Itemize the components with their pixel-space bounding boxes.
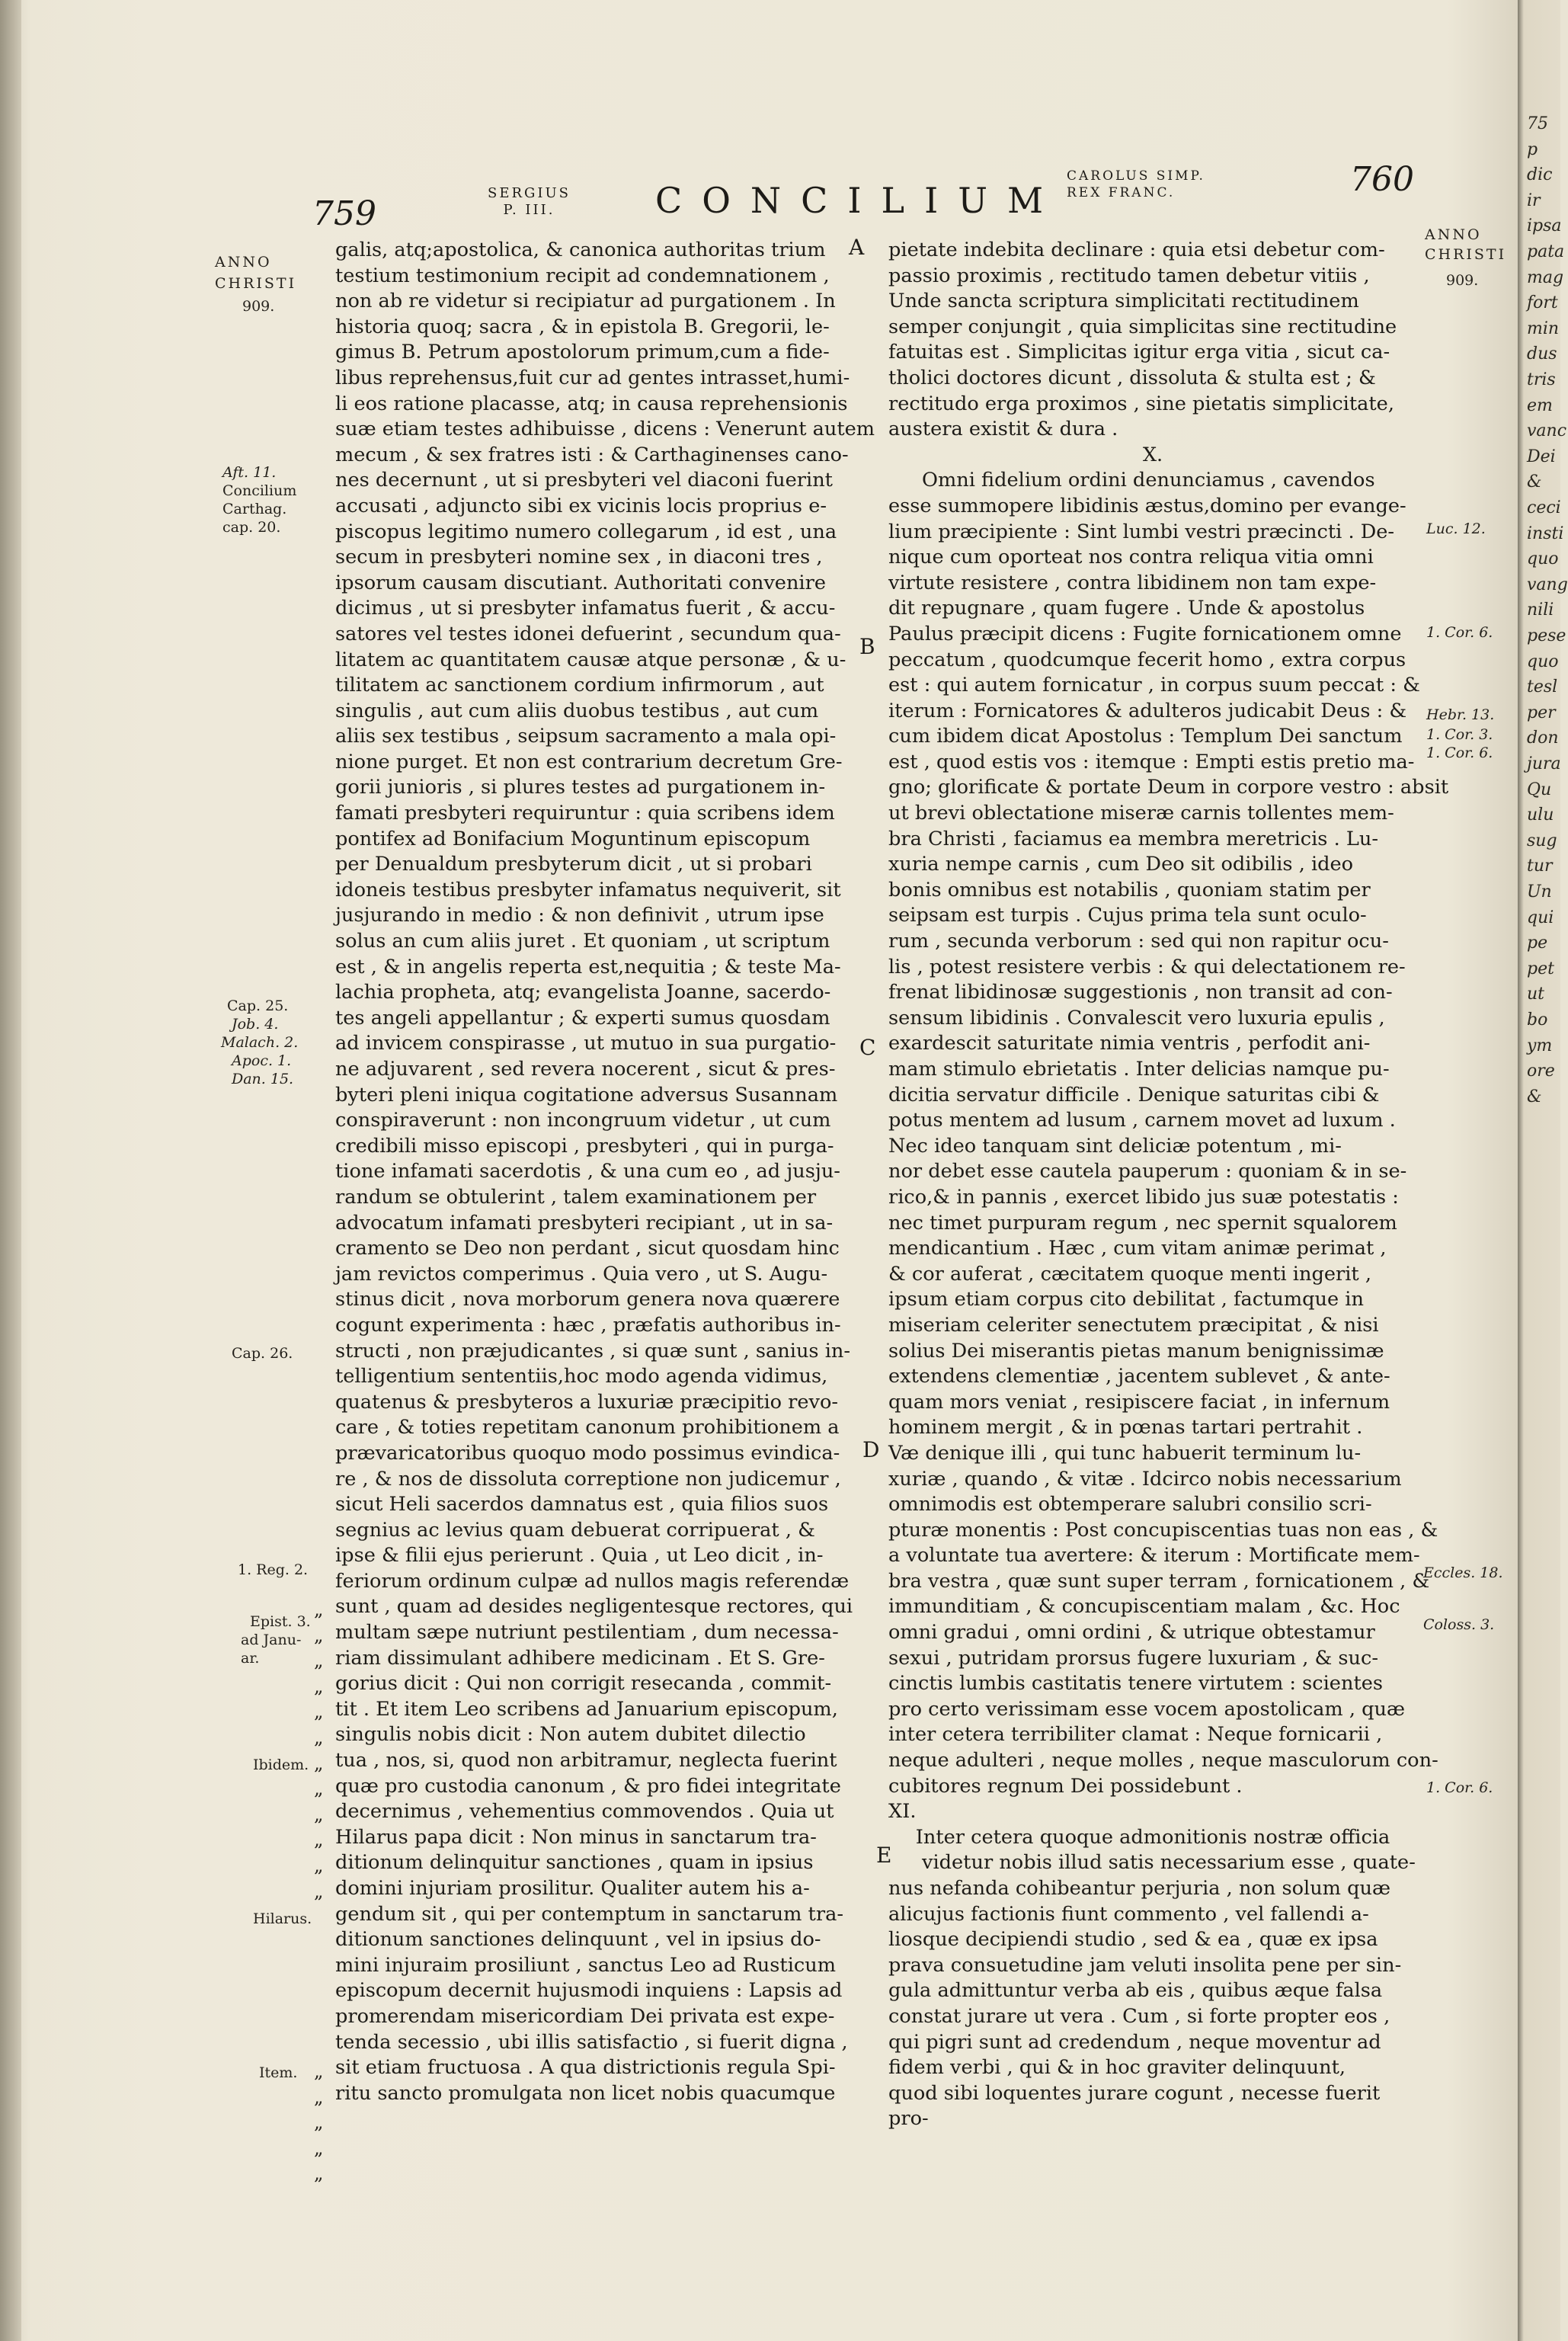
margin-note: Luc. 12.	[1426, 520, 1486, 537]
margin-note: Cap. 26.	[232, 1345, 293, 1362]
next-page-fragment: tesl	[1527, 677, 1558, 697]
text-line: ut brevi oblectatione miseræ carnis tollentes mem-	[888, 802, 1394, 825]
text-line: ipsum etiam corpus cito debilitat , factumque in	[888, 1288, 1364, 1311]
text-line: advocatum infamati presbyteri recipiant , ut in sa-	[335, 1211, 834, 1235]
next-page-fragment: qui	[1527, 908, 1554, 927]
text-line: jam revictos comperimus . Quia vero , ut S. Augu-	[335, 1262, 828, 1286]
text-line: potus mentem ad lusum , carnem movet ad luxum .	[888, 1109, 1396, 1132]
text-line: riam dissimulant adhibere medicinam . Et S. Gre-	[335, 1646, 825, 1670]
text-line: idoneis testibus presbyter infamatus nequiverit, sit	[335, 878, 841, 901]
section-letter: D	[862, 1437, 880, 1462]
text-line: sunt , quam ad desides negligentesque rectores, qui	[335, 1595, 853, 1619]
text-line: cubitores regnum Dei possidebunt .	[888, 1774, 1243, 1798]
text-line: dit repugnare , quam fugere . Unde & apostolus	[888, 597, 1365, 620]
section-letter: B	[859, 634, 875, 659]
next-page-fragment: jura	[1527, 754, 1561, 773]
text-line: austera existit & dura .	[888, 418, 1118, 441]
section-letter: A	[849, 235, 865, 260]
text-line: re , & nos de dissoluta correptione non judicemur ,	[335, 1467, 841, 1491]
next-page-fragment: ir	[1527, 191, 1541, 210]
next-page-fragment: pese	[1527, 626, 1566, 645]
text-line: prava consuetudine jam veluti insolita pene per sin-	[888, 1953, 1402, 1977]
margin-note: Hilarus.	[253, 1910, 312, 1927]
text-line: dicitia servatur difficile . Denique saturitas cibi &	[888, 1083, 1380, 1106]
next-page-fragment: pata	[1527, 242, 1565, 261]
text-line: gula admittuntur verba ab eis , quibus æque falsa	[888, 1979, 1383, 2003]
text-line: singulis nobis dicit : Non autem dubitet dilectio	[335, 1723, 806, 1747]
next-page-fragment: ut	[1527, 985, 1545, 1004]
text-line: immunditiam , & concupiscentiam malam , &c. Hoc	[888, 1595, 1400, 1619]
text-line: quam mors veniat , resipiscere faciat , in infernum	[888, 1390, 1390, 1414]
margin-note: 1. Reg. 2.	[238, 1561, 309, 1578]
margin-note: cap. 20.	[222, 519, 281, 536]
text-line: feriorum ordinum culpæ ad nullos magis referendæ	[335, 1569, 850, 1593]
text-line: tua , nos, si, quod non arbitramur, neglecta fuerint	[335, 1749, 837, 1773]
next-page-fragment: quo	[1527, 549, 1559, 569]
running-head-left-line: SERGIUS	[488, 185, 571, 201]
quotation-marks: „ „ „ „ „ „ „ „ „ „ „ „	[314, 1599, 324, 1902]
quotation-marks: „ „ „ „ „	[314, 2061, 324, 2185]
text-line: nes decernunt , ut si presbyteri vel diaconi fuerint	[335, 469, 833, 492]
text-line: fatuitas est . Simplicitas igitur erga vitia , sicut ca-	[888, 341, 1390, 364]
text-line: credibili misso episcopi , presbyteri , qui in purga-	[335, 1134, 834, 1158]
next-page-fragment: em	[1527, 396, 1553, 415]
text-line: non ab re videtur si recipiatur ad purgationem . In	[335, 290, 836, 313]
text-line: bra vestra , quæ sunt super terram , fornicationem , &	[888, 1569, 1430, 1593]
text-line: nique cum oporteat nos contra reliqua vitia omni	[888, 546, 1374, 569]
text-line: qui pigri sunt ad credendum , neque moventur ad	[888, 2030, 1381, 2054]
next-page-fragment: don	[1527, 729, 1559, 748]
text-line: satores vel testes idonei defuerint , secundum qua-	[335, 622, 841, 645]
text-line: XI.	[888, 1800, 917, 1824]
page-number-right: 760	[1350, 160, 1414, 199]
text-line: prævaricatoribus quoquo modo possimus evindica-	[335, 1441, 840, 1465]
text-line: cogunt experimenta : hæc , præfatis authoribus in-	[335, 1313, 841, 1337]
text-line: lachia propheta, atq; evangelista Joanne, sacerdo-	[335, 981, 831, 1004]
text-line: Nec ideo tanquam sint deliciæ potentum , mi-	[888, 1134, 1342, 1158]
text-line: per Denualdum presbyterum dicit , ut si probari	[335, 853, 812, 876]
margin-note-year: 909.	[242, 298, 275, 315]
margin-note-anno: ANNO	[1425, 226, 1482, 243]
next-page-fragment: &	[1527, 1087, 1542, 1106]
next-page-fragment: tris	[1527, 370, 1556, 389]
text-line: lis , potest resistere verbis : & qui delectationem re-	[888, 955, 1406, 978]
text-line: hominem mergit , & in pœnas tartari pertrahit .	[888, 1416, 1363, 1440]
text-line: Væ denique illi , qui tunc habuerit terminum lu-	[888, 1441, 1362, 1465]
next-page-fragment: min	[1527, 319, 1560, 338]
margin-note-christi: CHRISTI	[1425, 246, 1507, 263]
text-line: quatenus & presbyteros a luxuriæ præcipitio revo-	[335, 1390, 839, 1414]
text-line: segnius ac levius quam debuerat corripuerat , &	[335, 1518, 815, 1542]
text-line: gimus B. Petrum apostolorum primum,cum a fide-	[335, 341, 830, 364]
text-line: mini injuraim prosiliunt , sanctus Leo ad Rusticum	[335, 1953, 836, 1977]
text-line: domini injuriam prosilitur. Qualiter autem his a-	[335, 1877, 810, 1900]
text-line: cramento se Deo non perdant , sicut quosdam hinc	[335, 1237, 840, 1260]
next-page-fragment: Dei	[1527, 447, 1556, 466]
text-line: dicimus , ut si presbyter infamatus fuerit , & accu-	[335, 597, 836, 620]
text-line: quæ pro custodia canonum , & pro fidei integritate	[335, 1774, 841, 1798]
margin-note: Coloss. 3.	[1423, 1616, 1495, 1633]
next-page-fragment: ulu	[1527, 805, 1554, 825]
next-page-fragment: ceci	[1527, 498, 1561, 517]
text-line: esse summopere libidinis æstus,domino per evange-	[888, 494, 1406, 517]
text-line: tholici doctores dicunt , dissoluta & stulta est ; &	[888, 366, 1376, 389]
text-line: & cor auferat , cæcitatem quoque menti ingerit ,	[888, 1262, 1371, 1286]
text-line: pro certo verissimam esse vocem apostolicam , quæ	[888, 1697, 1406, 1721]
text-line: inter cetera terribiliter clamat : Neque fornicarii ,	[888, 1723, 1383, 1747]
text-line: pturæ monentis : Post concupiscentias tuas non eas , &	[888, 1518, 1438, 1542]
text-line: tione infamati sacerdotis , & una cum eo , ad jusju-	[335, 1160, 840, 1183]
running-head-left	[488, 185, 571, 219]
text-line: randum se obtulerint , talem examinationem per	[335, 1185, 817, 1209]
margin-note: Carthag.	[222, 501, 287, 517]
text-line: cum ibidem dicat Apostolus : Templum Dei sanctum	[888, 725, 1403, 748]
text-line: nione purget. Et non est contrarium decretum Gre-	[335, 750, 843, 773]
margin-note: Item.	[259, 2064, 298, 2081]
next-page-fragment: vanc	[1527, 421, 1567, 441]
text-line: videtur nobis illud satis necessarium esse , quate-	[922, 1851, 1416, 1875]
text-line: stinus dicit , nova morborum genera nova quærere	[335, 1288, 840, 1311]
text-line: suæ etiam testes adhibuisse , dicens : Venerunt autem	[335, 418, 875, 441]
text-line: mecum , & sex fratres isti : & Carthaginenses cano-	[335, 443, 849, 466]
margin-note: 1. Cor. 6.	[1426, 1779, 1493, 1796]
text-line: conspiraverunt : non incongruum videtur , ut cum	[335, 1109, 831, 1132]
text-line: piscopus legitimo numero collegarum , id est , una	[335, 520, 837, 543]
margin-note-christi: CHRISTI	[215, 275, 297, 292]
text-line: ne adjuvarent , sed revera nocerent , sicut & pres-	[335, 1058, 836, 1081]
section-letter: E	[876, 1843, 892, 1868]
text-line: secum in presbyteri nomine sex , in diaconi tres ,	[335, 546, 823, 569]
text-line: ipse & filii ejus perierunt . Quia , ut Leo dicit , in-	[335, 1544, 824, 1568]
text-line: multam sæpe nutriunt pestilentiam , dum necessa-	[335, 1621, 839, 1644]
next-page-fragment: pet	[1527, 959, 1554, 978]
text-line: omnimodis est obtemperare salubri consilio scri-	[888, 1493, 1372, 1516]
text-line: constat jurare ut vera . Cum , si forte propter eos ,	[888, 2004, 1390, 2028]
text-line: decernimus , vehementius commovendos . Quia ut	[335, 1800, 834, 1824]
text-line: neque adulteri , neque molles , neque masculorum con-	[888, 1749, 1438, 1773]
margin-note: Job. 4.	[232, 1016, 279, 1033]
text-line: testium testimonium recipit ad condemnationem ,	[335, 264, 830, 287]
text-line: exardescit saturitate nimia ventris , perfodit ani-	[888, 1032, 1371, 1055]
text-line: ritu sancto promulgata non licet nobis quacumque	[335, 2081, 836, 2105]
text-line: virtute resistere , contra libidinem non tam expe-	[888, 571, 1377, 594]
text-line: nec timet purpuram regum , nec spernit squalorem	[888, 1211, 1397, 1235]
text-line: a voluntate tua avertere: & iterum : Mortificate mem-	[888, 1544, 1420, 1568]
margin-note: Concilium	[222, 482, 297, 499]
margin-note: 1. Cor. 6.	[1426, 745, 1493, 761]
text-line: Omni fidelium ordini denunciamus , cavendos	[922, 469, 1375, 492]
text-line: iterum : Fornicatores & adulteros judicabit Deus : &	[888, 699, 1407, 722]
text-line: tenda secessio , ubi illis satisfactio , si fuerit digna ,	[335, 2030, 848, 2054]
text-line: mam stimulo ebrietatis . Inter delicias namque pu-	[888, 1058, 1390, 1081]
text-line: tit . Et item Leo scribens ad Januarium episcopum,	[335, 1697, 838, 1721]
text-line: ad invicem conspirasse , ut mutuo in sua purgatio-	[335, 1032, 837, 1055]
text-line: sensum libidinis . Convalescit vero luxuria epulis ,	[888, 1006, 1385, 1030]
section-heading: X.	[1142, 443, 1163, 466]
next-page-fragment: mag	[1527, 267, 1564, 287]
next-page-fragment: insti	[1527, 524, 1564, 543]
next-page-fragment: Un	[1527, 882, 1552, 901]
text-line: telligentium sententiis,hoc modo agenda vidimus,	[335, 1365, 828, 1388]
next-page-fragment: pe	[1527, 934, 1548, 953]
text-line: ditionum sanctiones delinquunt , vel in ipsius do-	[335, 1928, 821, 1952]
gutter-shadow	[0, 0, 21, 2341]
text-line: famati presbyteri requiruntur : quia scribens idem	[335, 802, 835, 825]
next-page-fragment: quo	[1527, 652, 1559, 671]
running-title: CONCILIUM	[655, 180, 1064, 221]
text-line: libus reprehensus,fuit cur ad gentes intrasset,humi-	[335, 366, 850, 389]
running-head-left-line: P. III.	[503, 202, 555, 218]
text-line: tes angeli appellantur ; & experti sumus quosdam	[335, 1006, 830, 1030]
text-line: extendens clementiæ , jacentem sublevet , & ante-	[888, 1365, 1390, 1388]
margin-note: ad Janu-	[241, 1632, 302, 1648]
text-line: accusati , adjuncto sibi ex vicinis locis proprius e-	[335, 494, 827, 517]
text-line: gorii junioris , si plures testes ad purgationem in-	[335, 776, 826, 799]
text-line: historia quoq; sacra , & in epistola B. Gregorii, le-	[335, 315, 830, 338]
text-line: liosque decipiendi studio , sed & ea , quæ ex ipsa	[888, 1928, 1378, 1952]
text-line: bonis omnibus est notabilis , quoniam statim per	[888, 878, 1371, 901]
text-line: Paulus præcipit dicens : Fugite fornicationem omne	[888, 622, 1402, 645]
running-head-right-line: CAROLUS SIMP.	[1067, 168, 1205, 184]
next-page-fragment: dic	[1527, 165, 1553, 185]
next-page-fragment: ipsa	[1527, 216, 1562, 236]
text-line: xuriæ , quando , & vitæ . Idcirco nobis necessarium	[888, 1467, 1402, 1491]
text-line: rum , secunda verborum : sed qui non rapitur ocu-	[888, 930, 1389, 953]
margin-note: 1. Cor. 3.	[1426, 726, 1493, 743]
next-page-fragment: sug	[1527, 831, 1557, 850]
text-line: cinctis lumbis castitatis tenere virtutem : scientes	[888, 1672, 1384, 1696]
text-line: pontifex ad Bonifacium Moguntinum episcopum	[335, 827, 811, 850]
text-line: gendum sit , qui per contemptum in sanctarum tra-	[335, 1902, 843, 1926]
text-line: pro-	[888, 2107, 929, 2131]
text-line: solius Dei miserantis pietas manum benignissimæ	[888, 1339, 1384, 1363]
text-line: mendicantium . Hæc , cum vitam animæ perimat ,	[888, 1237, 1387, 1260]
section-letter: C	[859, 1035, 876, 1060]
running-head-right-line: REX FRANC.	[1067, 185, 1176, 200]
text-line: lium præcipiente : Sint lumbi vestri præcincti . De-	[888, 520, 1395, 543]
text-line: peccatum , quodcumque fecerit homo , extra corpus	[888, 648, 1406, 671]
next-page-fragment: p	[1527, 139, 1538, 159]
margin-note: Malach. 2.	[221, 1034, 299, 1051]
next-page-fragment: bo	[1527, 1010, 1548, 1030]
margin-note: Epist. 3.	[250, 1613, 311, 1630]
margin-note-year: 909.	[1446, 272, 1479, 289]
text-line: Unde sancta scriptura simplicitati rectitudinem	[888, 290, 1359, 313]
text-line: bra Christi , faciamus ea membra meretricis . Lu-	[888, 827, 1378, 850]
margin-note: Cap. 25.	[227, 998, 289, 1014]
page-number-left: 759	[312, 194, 376, 233]
text-line: est , quod estis vos : itemque : Empti estis pretio ma-	[888, 750, 1415, 773]
next-page-fragment: vang	[1527, 575, 1568, 594]
margin-note: Apoc. 1.	[232, 1052, 292, 1069]
text-line: frenat libidinosæ suggestionis , non transit ad con-	[888, 981, 1393, 1004]
text-line: est , & in angelis reperta est,nequitia ; & teste Ma-	[335, 955, 841, 978]
text-line: omni gradui , omni ordini , & utrique obtestamur	[888, 1621, 1375, 1644]
text-line: xuria nempe carnis , cum Deo sit odibilis , ideo	[888, 853, 1354, 876]
text-line: episcopum decernit hujusmodi inquiens : Lapsis ad	[335, 1979, 843, 2003]
text-line: seipsam est turpis . Cujus prima tela sunt oculo-	[888, 904, 1367, 927]
text-line: gorius dicit : Qui non corrigit resecanda , commit-	[335, 1672, 832, 1696]
text-line: fidem verbi , qui & in hoc graviter delinquunt,	[888, 2056, 1346, 2080]
next-page-fragment: Qu	[1527, 780, 1552, 799]
text-line: litatem ac quantitatem causæ atque personæ , & u-	[335, 648, 846, 671]
text-line: tilitatem ac sanctionem cordium infirmorum , aut	[335, 674, 824, 697]
text-line: care , & toties repetitam canonum prohibitionem a	[335, 1416, 840, 1440]
margin-note: Aft. 11.	[222, 464, 277, 481]
next-page-fragment: fort	[1527, 293, 1558, 313]
next-page-fragment: ore	[1527, 1062, 1555, 1081]
text-line: promerendam misericordiam Dei privata est expe-	[335, 2004, 835, 2028]
text-line: quod sibi loquentes jurare cogunt , necesse fuerit	[888, 2081, 1381, 2105]
margin-note: 1. Cor. 6.	[1426, 624, 1493, 641]
text-line: passio proximis , rectitudo tamen debetur vitiis ,	[888, 264, 1370, 287]
next-page-fragment: &	[1527, 472, 1542, 492]
margin-note-anno: ANNO	[215, 254, 272, 271]
margin-note: ar.	[241, 1650, 260, 1667]
text-line: aliis sex testibus , seipsum sacramento a mala opi-	[335, 725, 837, 748]
text-line: alicujus factionis fiunt commento , vel fallendi a-	[888, 1902, 1369, 1926]
text-line: est : qui autem fornicatur , in corpus suum peccat : &	[888, 674, 1420, 697]
margin-note: Eccles. 18.	[1423, 1564, 1503, 1581]
text-line: pietate indebita declinare : quia etsi debetur com-	[888, 239, 1385, 261]
next-page-fragment: 75	[1527, 114, 1548, 133]
text-line: structi , non præjudicantes , si quæ sunt , sanius in-	[335, 1339, 851, 1363]
text-line: rectitudo erga proximos , sine pietatis simplicitate,	[888, 392, 1394, 415]
margin-note: Ibidem.	[253, 1757, 309, 1773]
text-line: gno; glorificate & portate Deum in corpore vestro : absit	[888, 776, 1449, 799]
text-line: miseriam celeriter senectutem præcipitat , & nisi	[888, 1313, 1379, 1337]
text-line: byteri pleni iniqua cogitatione adversus Susannam	[335, 1083, 838, 1106]
text-line: solus an cum aliis juret . Et quoniam , ut scriptum	[335, 930, 830, 953]
next-page-fragment: ym	[1527, 1036, 1553, 1055]
text-line: ipsorum causam discutiant. Authoritati convenire	[335, 571, 826, 594]
next-page-edge	[1518, 0, 1568, 2341]
text-line: sit etiam fructuosa . A qua districtionis regula Spi-	[335, 2056, 836, 2080]
next-page-fragment: dus	[1527, 344, 1557, 364]
text-line: Hilarus papa dicit : Non minus in sanctarum tra-	[335, 1825, 817, 1849]
text-line: rico,& in pannis , exercet libido jus suæ potestatis :	[888, 1185, 1399, 1209]
text-line: nor debet esse cautela pauperum : quoniam & in se-	[888, 1160, 1407, 1183]
text-line: ditionum delinquitur sanctiones , quam in ipsius	[335, 1851, 814, 1875]
margin-note: Dan. 15.	[232, 1071, 294, 1087]
next-page-fragment: nili	[1527, 600, 1554, 620]
text-line: galis, atq;apostolica, & canonica authoritas trium	[335, 239, 826, 261]
next-page-fragment: tur	[1527, 857, 1553, 876]
text-line: li eos ratione placasse, atq; in causa reprehensionis	[335, 392, 848, 415]
text-line: nus nefanda cohibeantur perjuria , non solum quæ	[888, 1877, 1391, 1900]
text-line: singulis , aut cum aliis duobus testibus , aut cum	[335, 699, 819, 722]
next-page-fragment: per	[1527, 703, 1556, 722]
text-line: semper conjungit , quia simplicitas sine rectitudine	[888, 315, 1397, 338]
text-line: sicut Heli sacerdos damnatus est , quia filios suos	[335, 1493, 829, 1516]
section-heading: Inter cetera quoque admonitionis nostræ officia	[915, 1825, 1390, 1849]
right-text-column	[888, 238, 1449, 2132]
margin-note: Hebr. 13.	[1426, 706, 1495, 723]
running-head-right	[1067, 168, 1205, 201]
text-line: jusjurando in medio : & non definivit , utrum ipse	[335, 904, 824, 927]
left-text-column	[335, 238, 876, 2106]
text-line: sexui , putridam prorsus fugere luxuriam , & suc-	[888, 1646, 1379, 1670]
